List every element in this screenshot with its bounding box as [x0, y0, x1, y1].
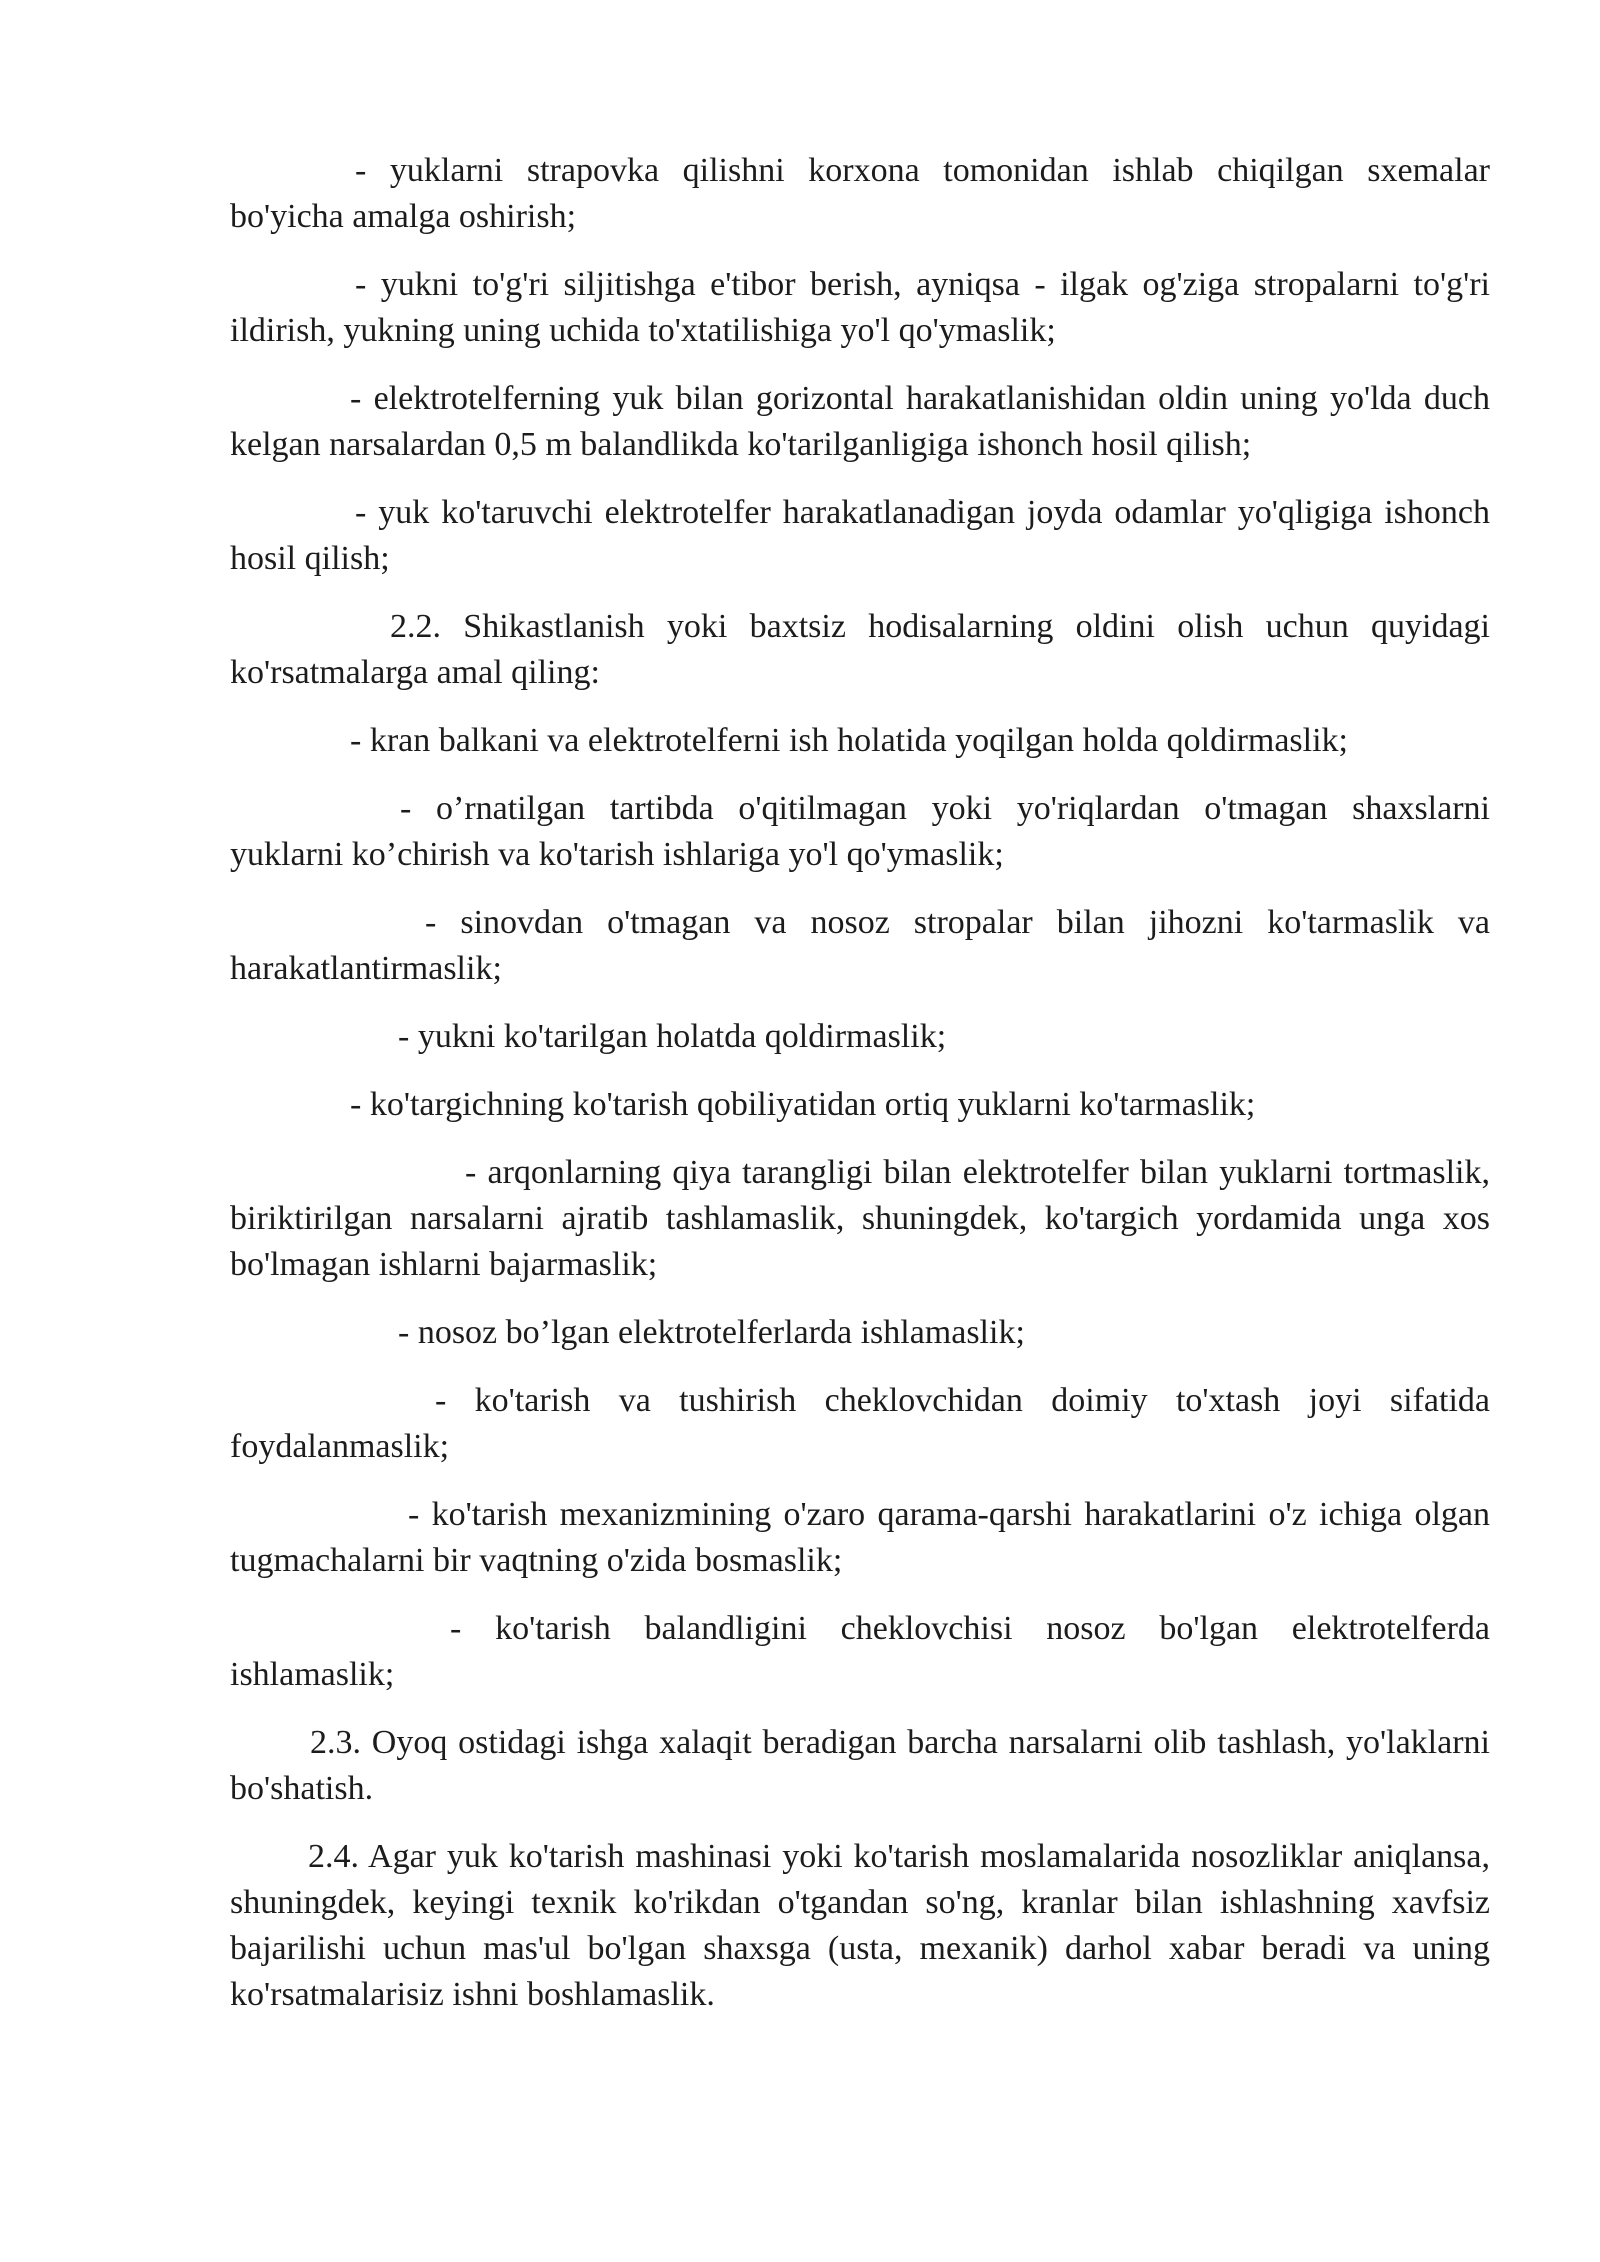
- paragraph-12: - nosoz bo’lgan elektrotelferlarda ishlamaslik;: [398, 1314, 1025, 1351]
- paragraph-11: - arqonlarning qiya tarangligi bilan elektrotelfer bilan yuklarni tortmaslik, biriktirilgan narsalarni ajratib tashlamaslik, shuningdek, ko'targich yordamida unga xos bo'lmagan ishlarni bajarmaslik;: [230, 1154, 1490, 1283]
- paragraph-16-section-2-3: 2.3. Oyoq ostidagi ishga xalaqit beradigan barcha narsalarni olib tashlash, yo'laklarni bo'shatish.: [230, 1724, 1490, 1807]
- document-body: [230, 148, 1490, 2040]
- paragraph-2: - yukni to'g'ri siljitishga e'tibor berish, ayniqsa - ilgak og'ziga stropalarni to'g'ri ildirish, yukning uning uchida to'xtatilishiga yo'l qo'ymaslik;: [230, 266, 1490, 349]
- paragraph-13: - ko'tarish va tushirish cheklovchidan doimiy to'xtash joyi sifatida foydalanmaslik;: [230, 1382, 1490, 1465]
- paragraph-14: - ko'tarish mexanizmining o'zaro qarama-qarshi harakatlarini o'z ichiga olgan tugmachalarni bir vaqtning o'zida bosmaslik;: [230, 1496, 1490, 1579]
- paragraph-17-section-2-4: 2.4. Agar yuk ko'tarish mashinasi yoki ko'tarish moslamalarida nosozliklar aniqlansa, shuningdek, keyingi texnik ko'rikdan o'tgandan so'ng, kranlar bilan ishlashning xavfsiz bajarilishi uchun mas'ul bo'lgan shaxsga (usta, mexanik) darhol xabar beradi va uning ko'rsatmalarisiz ishni boshlamaslik.: [230, 1838, 1490, 2013]
- paragraph-4: - yuk ko'taruvchi elektrotelfer harakatlanadigan joyda odamlar yo'qligiga ishonch hosil qilish;: [230, 494, 1490, 577]
- paragraph-10: - ko'targichning ko'tarish qobiliyatidan ortiq yuklarni ko'tarmaslik;: [350, 1086, 1256, 1123]
- paragraph-7: - o’rnatilgan tartibda o'qitilmagan yoki yo'riqlardan o'tmagan shaxslarni yuklarni ko’chirish va ko'tarish ishlariga yo'l qo'ymaslik;: [230, 790, 1490, 873]
- paragraph-3: - elektrotelferning yuk bilan gorizontal harakatlanishidan oldin uning yo'lda duch kelgan narsalardan 0,5 m balandlikda ko'tarilganligiga ishonch hosil qilish;: [230, 380, 1490, 463]
- paragraph-5-section-2-2: 2.2. Shikastlanish yoki baxtsiz hodisalarning oldini olish uchun quyidagi ko'rsatmalarga amal qiling:: [230, 608, 1490, 691]
- paragraph-9: - yukni ko'tarilgan holatda qoldirmaslik;: [398, 1018, 947, 1055]
- paragraph-8: - sinovdan o'tmagan va nosoz stropalar bilan jihozni ko'tarmaslik va harakatlantirmaslik;: [230, 904, 1490, 987]
- paragraph-15: - ko'tarish balandligini cheklovchisi nosoz bo'lgan elektrotelferda ishlamaslik;: [230, 1610, 1490, 1693]
- paragraph-6: - kran balkani va elektrotelferni ish holatida yoqilgan holda qoldirmaslik;: [350, 722, 1349, 759]
- paragraph-1: - yuklarni strapovka qilishni korxona tomonidan ishlab chiqilgan sxemalar bo'yicha amalga oshirish;: [230, 152, 1490, 235]
